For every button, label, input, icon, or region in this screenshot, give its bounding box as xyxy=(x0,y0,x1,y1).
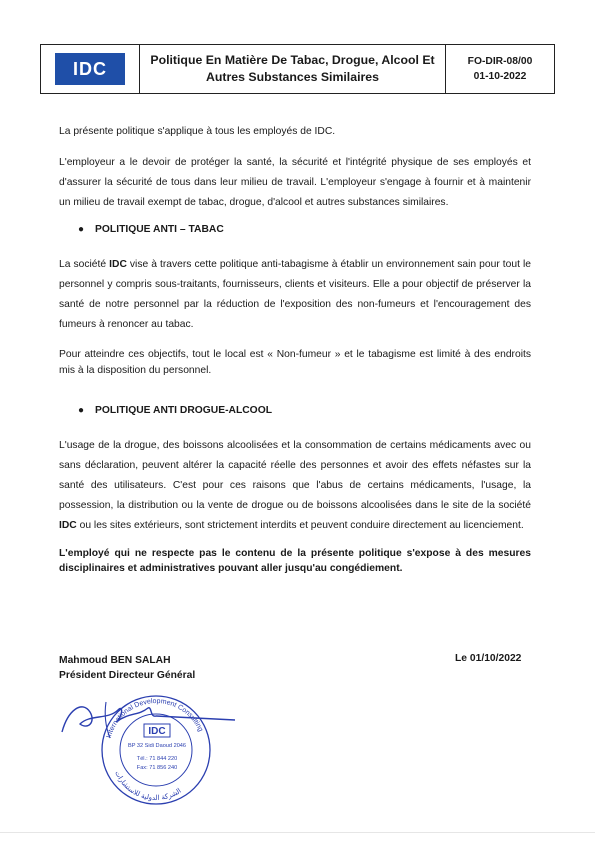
intro-paragraph-2: L'employeur a le devoir de protéger la santé, la sécurité et l'intégrité physique de ses employés et d'assurer la sécurité de tous dans leur milieu de travail. L'employeur s'engage à fournir et à maintenir un milieu de travail exempt de tabac, drogue, d'alcool et autres substances similaires. xyxy=(59,157,531,208)
text-run: La société xyxy=(59,259,110,270)
signatory-role: Président Directeur Général xyxy=(59,670,196,681)
stamp-address: BP 32 Sidi Daoud 2046 xyxy=(127,743,187,749)
doc-code: FO-DIR-08/00 xyxy=(467,56,533,67)
bullet-icon: ● xyxy=(78,405,85,416)
document-reference xyxy=(446,45,554,93)
text-run: L'usage de la drogue, des boissons alcoolisées et la consommation de certains médicaments avec ou sans déclaration, peuvent altérer la capacité réelle des personnes et avoir des effets néfastes sur la santé des utilisateurs. C'est pour ces raisons que l'abus de certains médicaments, l'usage, la possession, la distribution ou la vente de drogue ou de boissons alcoolisées dans le site de la société xyxy=(59,440,531,511)
text-run: ou les sites extérieurs, sont strictement interdits et peuvent conduire directement au licenciement. xyxy=(76,520,524,531)
bullet-icon: ● xyxy=(78,224,85,235)
idc-logo xyxy=(55,53,125,85)
stamp-tel: Tél.: 71 844 220 xyxy=(136,756,178,762)
company-stamp-icon xyxy=(60,682,250,812)
section-heading-tabac xyxy=(78,224,224,235)
intro-paragraph-1: La présente politique s'applique à tous les employés de IDC. xyxy=(59,126,336,137)
stamp-company-text: International Development Consulting xyxy=(105,697,204,739)
document-header xyxy=(40,44,555,94)
company-name: IDC xyxy=(59,520,77,531)
signatory-block xyxy=(59,653,195,683)
tabac-paragraph-1 xyxy=(59,255,531,335)
footer-divider xyxy=(0,832,595,833)
signatory-name: Mahmoud BEN SALAH xyxy=(59,655,171,666)
title-line-1: Politique En Matière De Tabac, Drogue, Alcool Et xyxy=(150,53,435,67)
company-name: IDC xyxy=(109,259,127,270)
drogue-paragraph-1 xyxy=(59,436,531,536)
logo-cell xyxy=(41,45,140,93)
logo-text: IDC xyxy=(73,58,107,79)
warning-paragraph: L'employé qui ne respecte pas le contenu de la présente politique s'expose à des mesures disciplinaires et administratives pouvant aller jusqu'au congédiement. xyxy=(59,548,531,574)
text-run: vise à travers cette politique anti-tabagisme à établir un environnement sain pour tout le personnel y compris sous-traitants, fournisseurs, clients et visiteurs. Elle a pour objectif de préserver la santé de notre personnel par la réduction de l'exposition des non-fumeurs et l'encouragement des fumeurs à renoncer au tabac. xyxy=(59,259,531,330)
stamp-logo-text: IDC xyxy=(148,726,166,737)
document-title xyxy=(140,45,446,93)
stamp-fax: Fax: 71 856 240 xyxy=(136,765,178,771)
stamp-arabic-text: الشركة الدولية للاستشارات xyxy=(113,769,183,803)
title-line-2: Autres Substances Similaires xyxy=(206,70,379,84)
section-heading-drogue xyxy=(78,405,272,416)
signature-and-stamp xyxy=(60,682,250,817)
doc-date: 01-10-2022 xyxy=(473,71,527,82)
section-title: POLITIQUE ANTI DROGUE-ALCOOL xyxy=(95,405,272,416)
signature-date: Le 01/10/2022 xyxy=(455,653,522,664)
section-title: POLITIQUE ANTI – TABAC xyxy=(95,224,224,235)
tabac-paragraph-2: Pour atteindre ces objectifs, tout le local est « Non-fumeur » et le tabagisme est limité à des endroits mis à la disposition du personnel. xyxy=(59,349,531,376)
